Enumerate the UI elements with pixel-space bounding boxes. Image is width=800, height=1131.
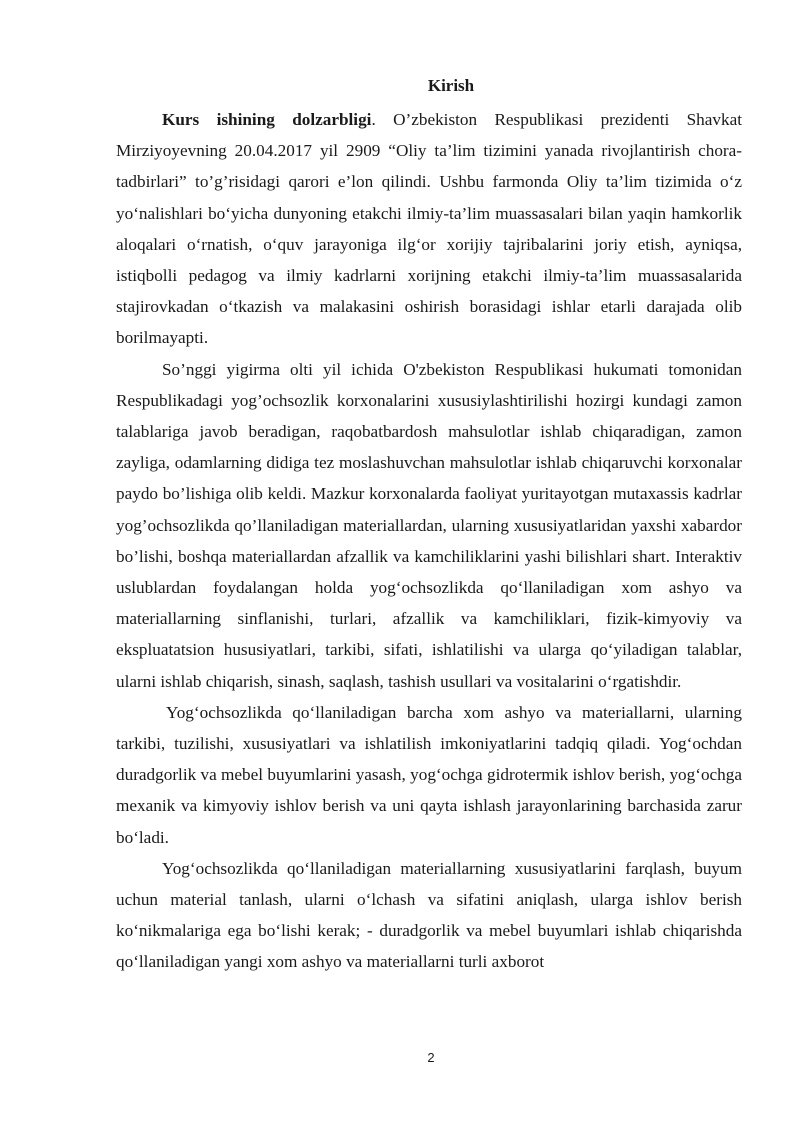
section-title: Kirish — [427, 76, 475, 95]
page-number: 2 — [427, 1050, 435, 1065]
paragraph-lead: Kurs ishining dolzarbligi — [162, 110, 372, 129]
paragraph-skills: Yog‘ochsozlikda qo‘llaniladigan materiallarning xususiyatlarini farqlash, buyum uchun material tanlash, ularni o‘lchash va sifatini aniqlash, ularga ishlov berish ko‘nikmalariga ega bo‘lishi kerak; - duradgorlik va mebel buyumlari ishlab chiqarishda qo‘llaniladigan yangi xom ashyo va materiallarni turli axborot — [116, 858, 742, 972]
page-content — [116, 72, 742, 978]
paragraph-industry: So’nggi yigirma olti yil ichida O'zbekiston Respublikasi hukumati tomonidan Respublikadagi yog’ochsozlik korxonalarini xususiylashtirilishi hozirgi kundagi zamon talablariga javob beradigan, raqobatbardosh mahsulotlar ishlab chiqaradigan, zamon zayliga, odamlarning didiga tez moslashuvchan mahsulotlar ishlab chiqaruvchi korxonalar paydo bo’lishiga olib keldi. Mazkur korxonalarda faoliyat yuritayotgan mutaxassis kadrlar yog’ochsozlikda qo’llaniladigan materiallardan, ularning xususiyatlaridan yaxshi xabardor bo’lishi, boshqa materiallardan afzallik va kamchiliklarini yashi bilishlari shart. Interaktiv uslublardan foydalangan holda yog‘ochsozlikda qo‘llaniladigan xom ashyo va materiallarning sinflanishi, turlari, afzallik va kamchiliklari, fizik-kimyoviy va ekspluatatsion hususiyatlari, tarkibi, sifati, ishlatilishi va ularga qo‘yiladigan talablar, ularni ishlab chiqarish, sinash, saqlash, tashish usullari va vositalarini o‘rgatishdir. — [116, 359, 742, 691]
paragraph-relevance — [116, 104, 742, 354]
paragraph-text: . O’zbekiston Respublikasi prezidenti Shavkat Mirziyoyevning 20.04.2017 yil 2909 “Oliy ta’lim tizimini yanada rivojlantirish chora-tadbirlari” to’g’risidagi qarori e’lon qilindi. Ushbu farmonda Oliy ta’lim tizimida o‘z yo‘nalishlari bo‘yicha dunyoning etakchi ilmiy-ta’lim muassasalari bilan yaqin hamkorlik aloqalari o‘rnatish, o‘quv jarayoniga ilg‘or xorijiy tajribalarini joriy etish, ayniqsa, istiqbolli pedagog va ilmiy kadrlarni xorijning etakchi ilmiy-ta’lim muassasalarida stajirovkadan o‘tkazish va malakasini oshirish borasidagi ishlar etarli darajada olib borilmayapti. — [116, 110, 742, 348]
paragraph-materials: Yog‘ochsozlikda qo‘llaniladigan barcha xom ashyo va materiallarni, ularning tarkibi, tuzilishi, xususiyatlari va ishlatilish imkoniyatlarini tadqiq qiladi. Yog‘ochdan duradgorlik va mebel buyumlarini yasash, yog‘ochga gidrotermik ishlov berish, yog‘ochga mexanik va kimyoviy ishlov berish va uni qayta ishlash jarayonlarining barchasida zarur bo‘ladi. — [116, 702, 742, 847]
